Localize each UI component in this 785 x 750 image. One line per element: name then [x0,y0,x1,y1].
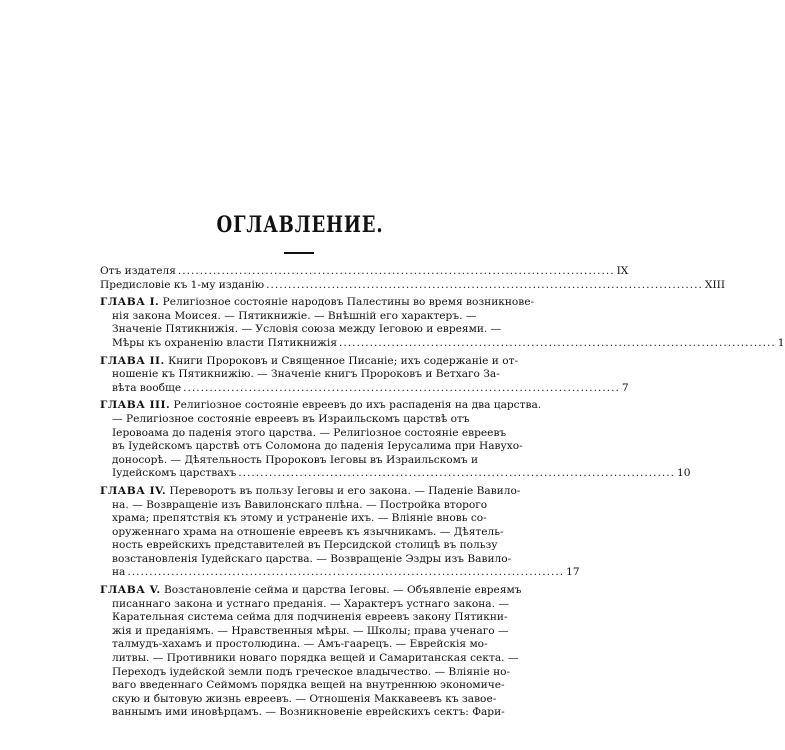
toc-chapter-line [100,368,500,382]
chapter-page-number: 7 [621,381,629,394]
toc-chapter-line [100,597,509,612]
toc-chapter[interactable] [100,584,522,720]
toc-chapter-line [100,525,504,540]
chapter-text: ваннымъ ими иновѣрцамъ. — Возникновеніе еврейскихъ сектъ: Фари- [112,706,505,719]
toc-chapter-line [100,323,502,337]
leader-dots: .................................................................................................... [127,566,565,579]
chapter-text: нія закона Моисея. — Пятикнижіе. — Внѣшній его характеръ. — [112,309,477,322]
toc-chapter-line [100,539,498,553]
toc-chapter-line [100,552,512,567]
chapter-last-line [100,467,691,481]
toc-chapter-line [100,440,523,454]
chapter-text: Іеровоама до паденія этого царства. — Религіозное состояніе евреевъ [112,426,507,439]
chapter-text: оруженнаго храма на отношеніе евреевъ къ язычникамъ. — Дѣятель- [112,525,504,538]
toc-chapter-line [100,692,497,707]
chapter-text: Книги Пророковъ и Священное Писаніе; ихъ содержаніе и от- [168,354,519,367]
toc-chapter[interactable] [100,484,580,580]
page-title: ОГЛАВЛЕНИЕ. [216,212,384,238]
chapter-text: вѣта вообще [112,381,182,394]
toc-entry-label: Предисловіе къ 1-му изданію [100,278,265,291]
chapter-text: Мѣры къ охраненію власти Пятикнижія [112,336,337,349]
chapter-text: храма; препятствія къ этому и устраненіе ихъ. — Вліяніе вновь со- [112,512,487,525]
toc-chapter-line [100,512,492,526]
toc-entry-page: XIII [704,278,726,291]
toc-entry-page: IX [616,265,629,277]
toc-chapter[interactable] [100,354,629,396]
toc-chapter-line [100,611,508,625]
toc-chapter-line [100,484,521,499]
leader-dots: .................................................................................................... [339,336,776,349]
toc-entry-label: Отъ издателя [100,265,176,277]
toc-chapter-line [100,454,492,468]
chapter-text: Переходъ іудейской земли подъ греческое владычество. — Вліяніе но- [112,665,511,678]
chapter-text: Религіозное состояніе народовъ Палестины во время возникнове- [162,296,535,309]
toc-chapter-line [100,354,519,369]
chapter-heading: ГЛАВА III. [100,399,171,412]
toc-chapter-line [100,624,509,639]
toc-entry[interactable] [100,265,629,279]
toc-chapter[interactable] [100,399,691,481]
toc-entry[interactable] [100,278,726,293]
chapter-text: писаннаго закона и устнаго преданія. — Характеръ устнаго закона. — [112,597,509,610]
chapter-page-number: 10 [677,467,691,480]
chapter-heading: ГЛАВА I. [100,296,160,309]
toc-chapter-line [100,638,492,652]
chapter-page-number: 17 [566,566,580,579]
chapter-heading: ГЛАВА IV. [100,484,167,497]
leader-dots: .................................................................................................... [266,278,703,291]
toc-chapter-line [100,584,522,598]
chapter-heading: ГЛАВА II. [100,354,165,367]
chapter-text: Переворотъ въ пользу Іеговы и его закона. — Паденіе Вавило- [169,484,521,497]
chapter-last-line [100,566,580,580]
chapter-text: ваго введеннаго Сеймомъ порядка вещей на внутреннюю экономиче- [112,679,505,692]
chapter-text: литвы. — Противники новаго порядка вещей и Самаританская секта. — [112,652,519,665]
leader-dots: .................................................................................................... [183,381,620,394]
toc-chapter-line [100,413,492,427]
chapter-text: на. — Возвращеніе изъ Вавилонскаго плѣна. — Постройка второго [112,498,488,511]
title-rule [284,252,314,254]
chapter-text: Значеніе Пятикнижія. — Условія союза между Іеговою и евреями. — [112,323,502,336]
chapter-text: въ Іудейскомъ царствѣ отъ Соломона до паденія Іерусалима при Навухо- [112,440,523,453]
toc-chapter-line [100,499,492,513]
chapter-text: возстановленія Іудейскаго царства. — Возвращеніе Эздры изъ Вавило- [112,552,512,565]
table-of-contents [100,265,785,720]
chapter-text: Карательная система сейма для подчиненія евреевъ закону Пятикни- [112,611,508,624]
leader-dots: .................................................................................................... [238,467,675,480]
chapter-text: на [112,566,126,579]
chapter-text: — Религіозное состояніе евреевъ въ Израильскомъ царствѣ отъ [112,412,470,425]
toc-chapter-line [100,296,535,310]
chapter-text: Іудейскомъ царствахъ [112,467,237,480]
chapter-text: ность еврейскихъ представителей въ Персидской столицѣ въ пользу [112,539,498,552]
leader-dots: .................................................................................................... [177,265,615,277]
chapter-last-line [100,381,629,396]
toc-chapter-line [100,426,507,441]
chapter-last-line [100,336,785,351]
chapter-text: Религіозное состояніе евреевъ до ихъ распаденія на два царства. [173,399,542,412]
toc-chapter-line [100,310,492,324]
chapter-text: Возстановленіе сейма и царства Іеговы. — Объявленіе евреямъ [164,584,522,597]
chapter-text: талмудъ-хахамъ и простолюдина. — Амъ-гаарецъ. — Еврейскія мо- [112,638,488,651]
chapter-text: жія и преданіямъ. — Нравственныя мѣры. — Школы; права ученаго — [112,624,509,637]
toc-chapter-line [100,652,519,666]
toc-chapter-line [100,399,542,413]
chapter-heading: ГЛАВА V. [100,584,161,597]
chapter-text: ношеніе къ Пятикнижію. — Значеніе книгъ Пророковъ и Ветхаго За- [112,368,500,381]
toc-chapter[interactable] [100,296,785,350]
chapter-text: доносорѣ. — Дѣятельность Пророковъ Іеговы въ Израильскомъ и [112,453,479,466]
chapter-page-number: 1 [777,336,785,349]
toc-chapter-line [100,706,505,720]
toc-chapter-line [100,679,505,693]
chapter-text: скую и бытовую жизнь евреевъ. — Отношенія Маккавеевъ къ завое- [112,692,497,705]
toc-chapter-line [100,665,511,680]
